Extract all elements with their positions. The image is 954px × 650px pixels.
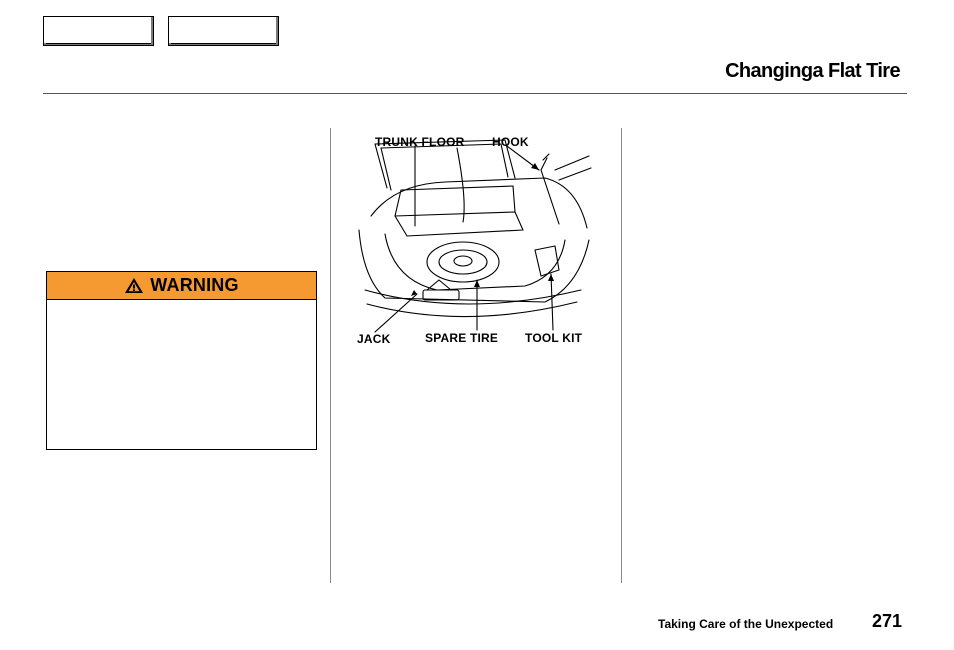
- warning-label: WARNING: [150, 275, 239, 295]
- footer-section-title: Taking Care of the Unexpected: [658, 617, 834, 631]
- callout-tool-kit: TOOL KIT: [525, 331, 583, 345]
- index-button[interactable]: [168, 16, 279, 46]
- page-title: Changinga Flat Tire: [725, 60, 900, 82]
- warning-header: [47, 272, 316, 300]
- callout-hook: HOOK: [492, 135, 529, 149]
- main-menu-button[interactable]: [43, 16, 154, 46]
- column-divider-left: [330, 128, 331, 583]
- warning-box: [46, 271, 317, 450]
- trunk-drawing: [345, 130, 595, 350]
- warning-triangle-icon: [124, 277, 144, 294]
- column-divider-right: [621, 128, 622, 583]
- callout-trunk-floor: TRUNK FLOOR: [375, 135, 465, 149]
- callout-jack: JACK: [357, 332, 391, 346]
- trunk-illustration: [345, 130, 595, 350]
- page-number: 271: [872, 611, 903, 631]
- title-rule: [43, 93, 907, 94]
- callout-spare-tire: SPARE TIRE: [425, 331, 499, 345]
